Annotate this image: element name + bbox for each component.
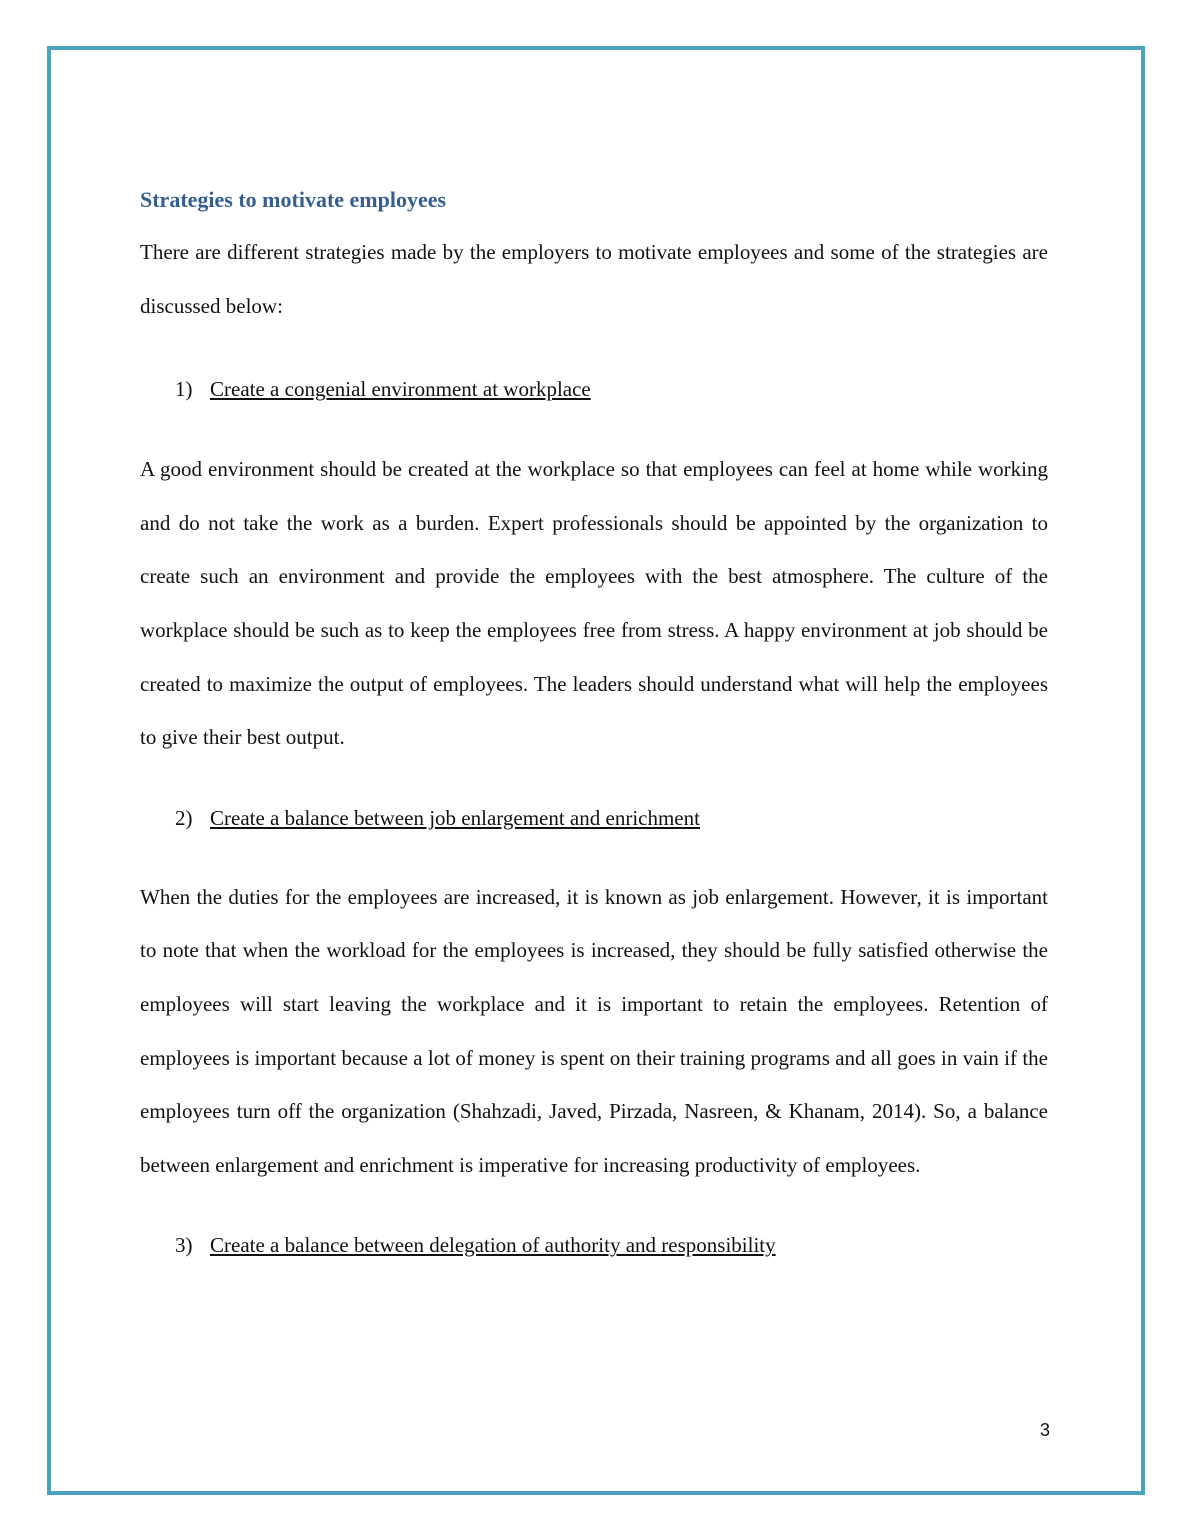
- section-2-paragraph: When the duties for the employees are increased, it is known as job enlargement. However, it is important to note that when the workload for the employees is increased, they should be fully satisfied otherwise the employees will start leaving the workplace and it is important to retain the employees. Retention of employees is important because a lot of money is spent on their training programs and all goes in vain if the employees turn off the organization (Shahzadi, Javed, Pirzada, Nasreen, & Khanam, 2014). So, a balance between enlargement and enrichment is imperative for increasing productivity of employees.: [140, 884, 1048, 1177]
- section-heading: Strategies to motivate employees: [140, 187, 447, 212]
- list-item-2: [140, 803, 1048, 833]
- list-title: Create a balance between delegation of authority and responsibility: [210, 1233, 776, 1258]
- section-1-paragraph: A good environment should be created at the workplace so that employees can feel at home while working and do not take the work as a burden. Expert professionals should be appointed by the organization to create such an environment and provide the employees with the best atmosphere. The culture of the workplace should be such as to keep the employees free from stress. A happy environment at job should be created to maximize the output of employees. The leaders should understand what will help the employees to give their best output.: [140, 457, 1048, 750]
- list-number: 3): [175, 1233, 193, 1258]
- list-item-3: [140, 1230, 1048, 1260]
- document-body: [140, 182, 1048, 1260]
- list-title: Create a balance between job enlargement and enrichment: [210, 805, 700, 830]
- list-number: 2): [175, 805, 193, 830]
- list-item-1: [140, 374, 1048, 404]
- list-title: Create a congenial environment at workplace: [210, 377, 591, 402]
- page-number: 3: [1039, 1420, 1050, 1440]
- list-number: 1): [175, 377, 193, 402]
- intro-paragraph: There are different strategies made by the employers to motivate employees and some of the strategies are discussed below:: [140, 240, 1048, 318]
